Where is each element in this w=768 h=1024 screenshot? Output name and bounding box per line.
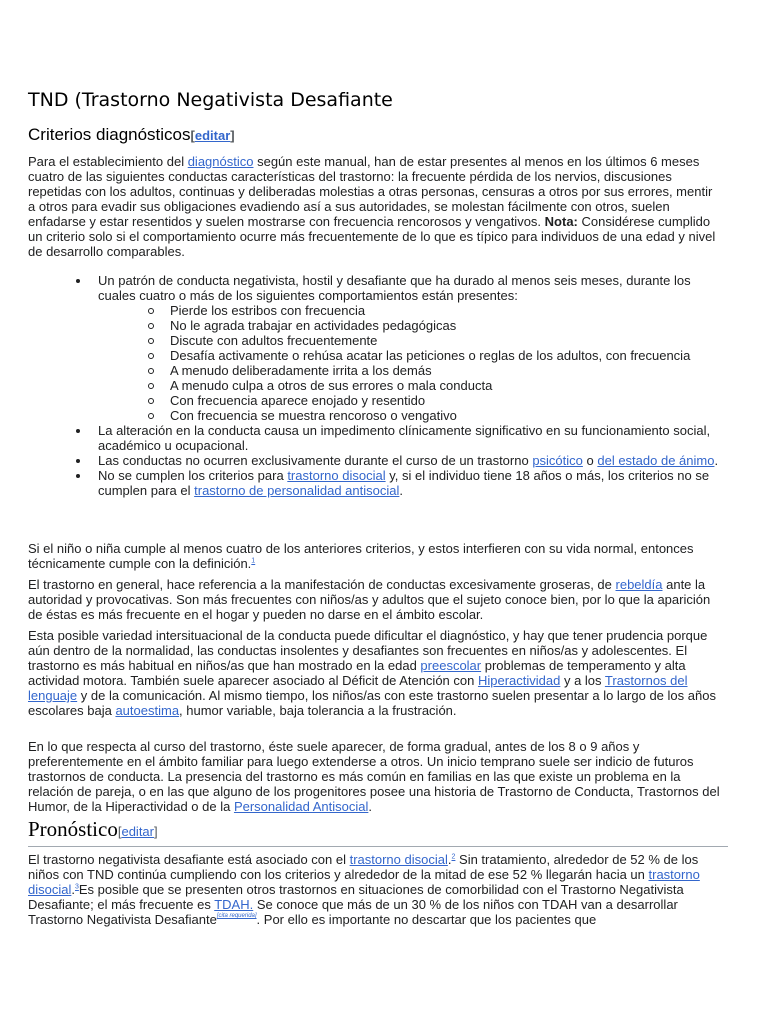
ref-link-3[interactable]: 3 <box>74 883 79 891</box>
bullet-icon <box>76 474 80 478</box>
text: Para el establecimiento del <box>28 154 188 169</box>
link-trastornos-lenguaje[interactable]: Trastornos del lenguaje <box>28 673 688 703</box>
edit-bracket-close: ] <box>154 824 158 839</box>
ref-link-1[interactable]: 1 <box>251 557 256 565</box>
circle-bullet-icon <box>148 398 154 404</box>
list-item <box>146 408 722 423</box>
circle-bullet-icon <box>148 308 154 314</box>
behavior-text: Pierde los estribos con frecuencia <box>170 303 366 318</box>
bullet-icon <box>76 459 80 463</box>
behavior-text: Discute con adultos frecuentemente <box>170 333 378 348</box>
list-item <box>74 423 722 453</box>
text: , humor variable, baja tolerancia a la frustración. <box>179 703 457 718</box>
list-item <box>146 318 722 333</box>
text: Considérese cumplido un criterio solo si el comportamiento ocurre más frecuentemente de lo que es típico para individuos de una edad y nivel de desarrollo comparables. <box>28 214 716 259</box>
bullet-icon <box>76 279 80 283</box>
text: . <box>368 799 372 814</box>
list-item <box>146 348 722 363</box>
paragraph-curso <box>28 739 722 814</box>
link-trastorno-disocial-2[interactable]: trastorno disocial <box>349 852 448 867</box>
list-item <box>146 363 722 378</box>
behavior-text: Con frecuencia aparece enojado y resentido <box>170 393 426 408</box>
behaviors-list <box>98 303 722 423</box>
edit-bracket-close: ] <box>230 128 235 143</box>
circle-bullet-icon <box>148 323 154 329</box>
text: No se cumplen los criterios para <box>98 468 288 483</box>
link-hiperactividad[interactable]: Hiperactividad <box>477 673 561 688</box>
text: . <box>399 483 403 498</box>
paragraph-trastorno-general <box>28 577 722 622</box>
criteria-item-2: La alteración en la conducta causa un impedimento clínicamente significativo en su funcionamiento social, académico u ocupacional. <box>98 423 711 453</box>
text: y, si el individuo tiene 18 años o más, los criterios no se cumplen para el <box>98 468 710 498</box>
paragraph-pronostico <box>28 852 722 927</box>
text: y a los <box>560 673 605 688</box>
ref-link-2[interactable]: 2 <box>451 853 456 861</box>
edit-link-pronostico[interactable]: editar <box>121 824 154 839</box>
section-heading-pronostico <box>28 816 728 847</box>
text: Se conoce que más de un 30 % de los niños con TDAH van a desarrollar Trastorno Negativista Desafiante <box>28 897 678 927</box>
text: Sin tratamiento, alrededor de 52 % de los niños con TND continúa cumpliendo con los criterios y alrededor de la mitad de ese 52 % llegarán hacia un <box>28 852 699 882</box>
text: o <box>582 453 598 468</box>
text: . Por ello es importante no descartar que los pacientes que <box>256 912 597 927</box>
text: El trastorno negativista desafiante está asociado con el <box>28 852 350 867</box>
behavior-text: No le agrada trabajar en actividades pedagógicas <box>170 318 457 333</box>
page-title: TND (Trastorno Negativista Desafiante <box>28 89 393 111</box>
list-item <box>146 333 722 348</box>
link-psicotico[interactable]: psicótico <box>532 453 583 468</box>
link-diagnostico[interactable]: diagnóstico <box>187 154 254 169</box>
bullet-icon <box>76 429 80 433</box>
edit-bracket-open: [ <box>190 128 195 143</box>
link-personalidad-antisocial-2[interactable]: Personalidad Antisocial <box>233 799 369 814</box>
section-heading-text: Criterios diagnósticos <box>28 125 191 144</box>
text: . <box>71 882 75 897</box>
list-item <box>74 453 722 468</box>
list-item <box>74 468 722 498</box>
list-item <box>146 303 722 318</box>
edit-section <box>118 824 158 839</box>
link-personalidad-antisocial[interactable]: trastorno de personalidad antisocial <box>194 483 400 498</box>
list-item <box>146 393 722 408</box>
edit-link-criterios[interactable]: editar <box>194 128 231 143</box>
link-trastorno-disocial-3[interactable]: trastorno disocial <box>28 867 700 897</box>
list-item <box>146 378 722 393</box>
cita-requerida-link[interactable]: [cita requerida] <box>216 913 257 919</box>
edit-bracket-open: [ <box>117 824 122 839</box>
text: Es posible que se presenten otros trastornos en situaciones de comorbilidad con el Trastorno Negativista Desafiante; el más frecuente es <box>28 882 684 912</box>
text: Si el niño o niña cumple al menos cuatro de los anteriores criterios, y estos interfieren con su vida normal, entonces técnicamente cumple con la definición. <box>28 541 694 571</box>
text: problemas de temperamento y alta actividad motora. También suele aparecer asociado al Déficit de Atención con <box>28 658 686 688</box>
criteria-item-1: Un patrón de conducta negativista, hostil y desafiante que ha durado al menos seis meses, durante los cuales cuatro o más de los siguientes comportamientos están presentes: <box>98 273 691 303</box>
text: En lo que respecta al curso del trastorno, éste suele aparecer, de forma gradual, antes de los 8 o 9 años y preferentemente en el ámbito familiar para luego extenderse a otros. Un inicio temprano suele ser indicio de futuros trastornos de conducta. La presencia del trastorno es más común en familias en las que existe un problema en la relación de pareja, o en las que alguno de los progenitores posee una historia de Trastorno de Conducta, Trastornos del Humor, de la Hiperactividad o de la <box>28 739 720 814</box>
behavior-text: A menudo culpa a otros de sus errores o mala conducta <box>170 378 493 393</box>
circle-bullet-icon <box>148 413 154 419</box>
text: según este manual, han de estar presentes al menos en los últimos 6 meses cuatro de las siguientes conductas características del trastorno: la frecuente pérdida de los nervios, discusiones repetidas con los adultos, continuas y deliberadas molestias a otras personas, censuras a otros por sus errores, mentir a otros para evadir sus obligaciones evadiendo así a sus autoridades, se molestan fácilmente con otros, suelen enfadarse y estar resentidos y suelen mostrarse con frecuencia rencorosos y vengativos. <box>28 154 713 229</box>
text: Las conductas no ocurren exclusivamente durante el curso de un trastorno <box>98 453 533 468</box>
text: . <box>447 852 452 867</box>
nota-label: Nota: <box>544 214 578 229</box>
text: ante la autoridad y provocativas. Son más frecuentes con niños/as y adultos que el sujeto conoce bien, por lo que la aparición de éstas es más frecuente en el hogar y pueden no darse en el ámbito escolar. <box>28 577 711 622</box>
link-autoestima[interactable]: autoestima <box>115 703 180 718</box>
circle-bullet-icon <box>148 353 154 359</box>
link-estado-de-animo[interactable]: del estado de ánimo <box>597 453 715 468</box>
paragraph-variedad <box>28 628 722 718</box>
link-rebeldia[interactable]: rebeldía <box>615 577 663 592</box>
text: El trastorno en general, hace referencia a la manifestación de conductas excesivamente groseras, de <box>28 577 616 592</box>
link-preescolar[interactable]: preescolar <box>420 658 482 673</box>
section-heading-criterios <box>28 124 235 147</box>
behavior-text: A menudo deliberadamente irrita a los demás <box>170 363 432 378</box>
link-tdah[interactable]: TDAH. <box>214 897 254 912</box>
text: Esta posible variedad intersituacional de la conducta puede dificultar el diagnóstico, y hay que tener prudencia porque aún dentro de la normalidad, las conductas insolentes y desafiantes son frecuentes en niños/as y adolescentes. El trastorno es más habitual en niños/as que han mostrado en la edad <box>28 628 708 673</box>
text: y de la comunicación. Al mismo tiempo, los niños/as con este trastorno suelen presentar a lo largo de los años escolares baja <box>28 688 716 718</box>
circle-bullet-icon <box>148 383 154 389</box>
criteria-list <box>74 273 722 498</box>
circle-bullet-icon <box>148 338 154 344</box>
section-heading-text: Pronóstico <box>28 817 118 841</box>
intro-paragraph <box>28 154 722 259</box>
text: . <box>714 453 719 468</box>
paragraph-definicion <box>28 541 722 571</box>
circle-bullet-icon <box>148 368 154 374</box>
behavior-text: Con frecuencia se muestra rencoroso o vengativo <box>170 408 457 423</box>
behavior-text: Desafía activamente o rehúsa acatar las peticiones o reglas de los adultos, con frecuencia <box>170 348 691 363</box>
list-item <box>74 273 722 423</box>
link-trastorno-disocial[interactable]: trastorno disocial <box>287 468 386 483</box>
